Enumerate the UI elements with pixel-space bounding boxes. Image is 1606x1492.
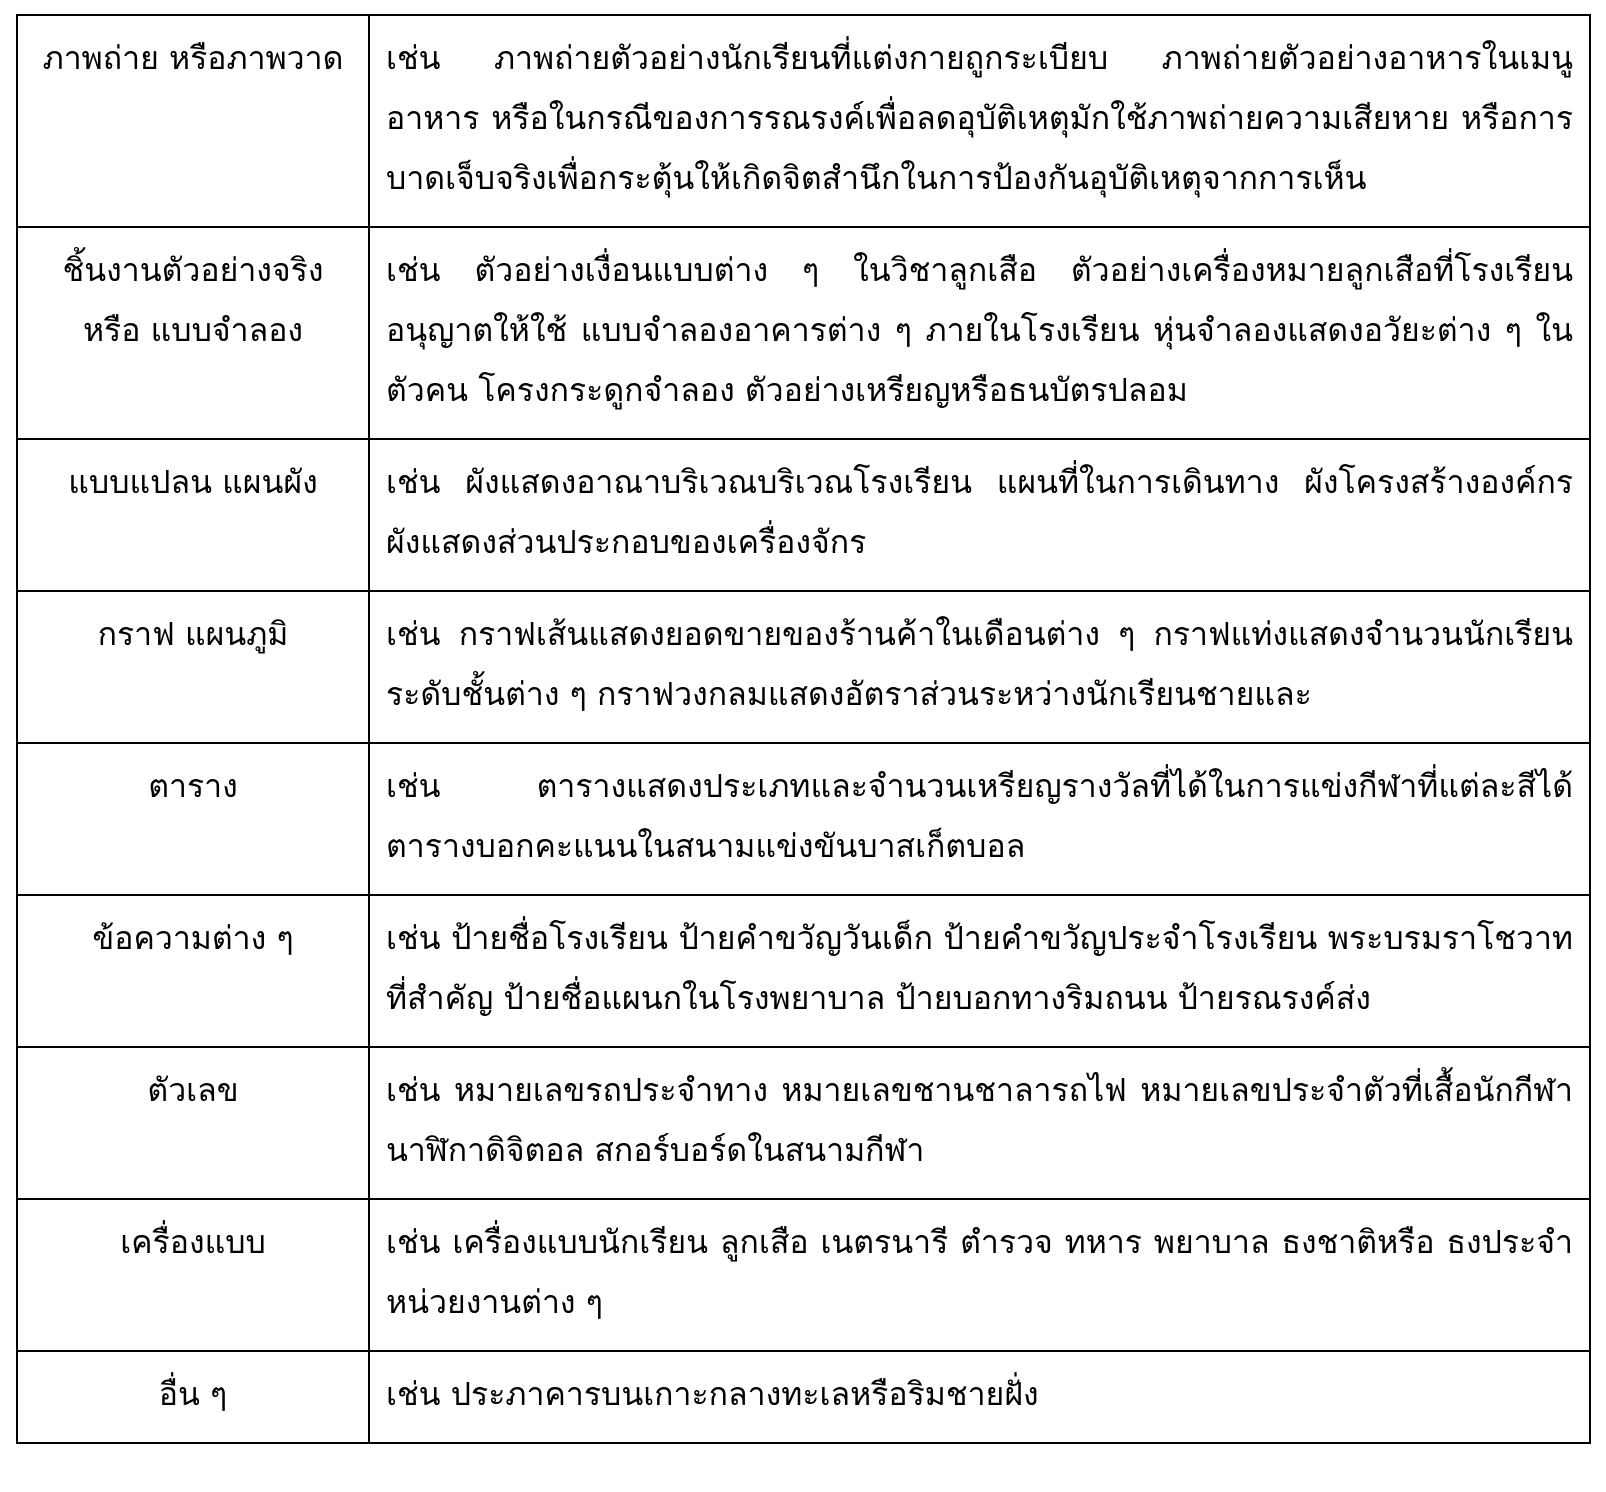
table-row <box>17 591 1590 743</box>
table-row <box>17 1351 1590 1443</box>
term-cell <box>17 1047 369 1199</box>
table-row <box>17 227 1590 439</box>
description-cell <box>369 743 1590 895</box>
description-cell <box>369 439 1590 591</box>
table-row <box>17 1199 1590 1351</box>
description-text: เช่น ป้ายชื่อโรงเรียน ป้ายคำขวัญวันเด็ก ป้ายคำขวัญประจำโรงเรียน พระบรมราโชวาทที่สำคัญ ป้ายชื่อแผนกในโรงพยาบาล ป้ายบอกทางริมถนน ป้ายรณรงค์ส่ง <box>386 919 1573 1017</box>
description-text: เช่น ตัวอย่างเงื่อนแบบต่าง ๆ ในวิชาลูกเสือ ตัวอย่างเครื่องหมายลูกเสือที่โรงเรียนอนุญาตให้ใช้ แบบจำลองอาคารต่าง ๆ ภายในโรงเรียน หุ่นจำลองแสดงอวัยะต่าง ๆ ในตัวคน โครงกระดูกจำลอง ตัวอย่างเหรียญหรือธนบัตรปลอม <box>386 251 1573 409</box>
term-cell <box>17 895 369 1047</box>
description-cell <box>369 591 1590 743</box>
term-cell <box>17 439 369 591</box>
term-text: ตาราง <box>148 767 238 805</box>
term-cell <box>17 743 369 895</box>
table-row <box>17 1047 1590 1199</box>
description-cell <box>369 895 1590 1047</box>
table-row <box>17 743 1590 895</box>
term-text: ตัวเลข <box>147 1071 239 1109</box>
description-cell <box>369 1199 1590 1351</box>
term-text: กราฟ แผนภูมิ <box>97 615 289 653</box>
term-cell <box>17 1351 369 1443</box>
term-text: ชิ้นงานตัวอย่างจริง หรือ แบบจำลอง <box>62 251 324 349</box>
term-cell <box>17 227 369 439</box>
description-text: เช่น ภาพถ่ายตัวอย่างนักเรียนที่แต่งกายถูกระเบียบ ภาพถ่ายตัวอย่างอาหารในเมนูอาหาร หรือในกรณีของการรณรงค์เพื่อลดอุบัติเหตุมักใช้ภาพถ่ายความเสียหาย หรือการบาดเจ็บจริงเพื่อกระตุ้นให้เกิดจิตสำนึกในการป้องกันอุบัติเหตุจากการเห็น <box>386 39 1573 197</box>
term-cell <box>17 1199 369 1351</box>
term-text: อื่น ๆ <box>158 1375 228 1413</box>
term-cell <box>17 591 369 743</box>
table-row <box>17 439 1590 591</box>
description-text: เช่น ผังแสดงอาณาบริเวณบริเวณโรงเรียน แผนที่ในการเดินทาง ผังโครงสร้างองค์กร ผังแสดงส่วนประกอบของเครื่องจักร <box>386 463 1573 561</box>
table-row <box>17 895 1590 1047</box>
description-text: เช่น ประภาคารบนเกาะกลางทะเลหรือริมชายฝั่ง <box>386 1375 1039 1413</box>
description-text: เช่น ตารางแสดงประเภทและจำนวนเหรียญรางวัลที่ได้ในการแข่งกีฬาที่แต่ละสีได้ ตารางบอกคะแนนในสนามแข่งขันบาสเก็ตบอล <box>386 767 1573 865</box>
description-text: เช่น เครื่องแบบนักเรียน ลูกเสือ เนตรนารี ตำรวจ ทหาร พยาบาล ธงชาติหรือ ธงประจำหน่วยงานต่าง ๆ <box>386 1223 1573 1321</box>
description-cell <box>369 227 1590 439</box>
examples-table <box>16 14 1591 1444</box>
table-row <box>17 15 1590 227</box>
term-text: ข้อความต่าง ๆ <box>92 919 294 957</box>
term-text: เครื่องแบบ <box>120 1223 266 1261</box>
description-cell <box>369 1351 1590 1443</box>
description-cell <box>369 15 1590 227</box>
description-text: เช่น หมายเลขรถประจำทาง หมายเลขชานชาลารถไฟ หมายเลขประจำตัวที่เสื้อนักกีฬา นาฬิกาดิจิตอล สกอร์บอร์ดในสนามกีฬา <box>386 1071 1573 1169</box>
description-text: เช่น กราฟเส้นแสดงยอดขายของร้านค้าในเดือนต่าง ๆ กราฟแท่งแสดงจำนวนนักเรียนระดับชั้นต่าง ๆ กราฟวงกลมแสดงอัตราส่วนระหว่างนักเรียนชายและ <box>386 615 1573 713</box>
term-text: ภาพถ่าย หรือภาพวาด <box>42 39 344 77</box>
term-cell <box>17 15 369 227</box>
term-text: แบบแปลน แผนผัง <box>68 463 318 501</box>
description-cell <box>369 1047 1590 1199</box>
